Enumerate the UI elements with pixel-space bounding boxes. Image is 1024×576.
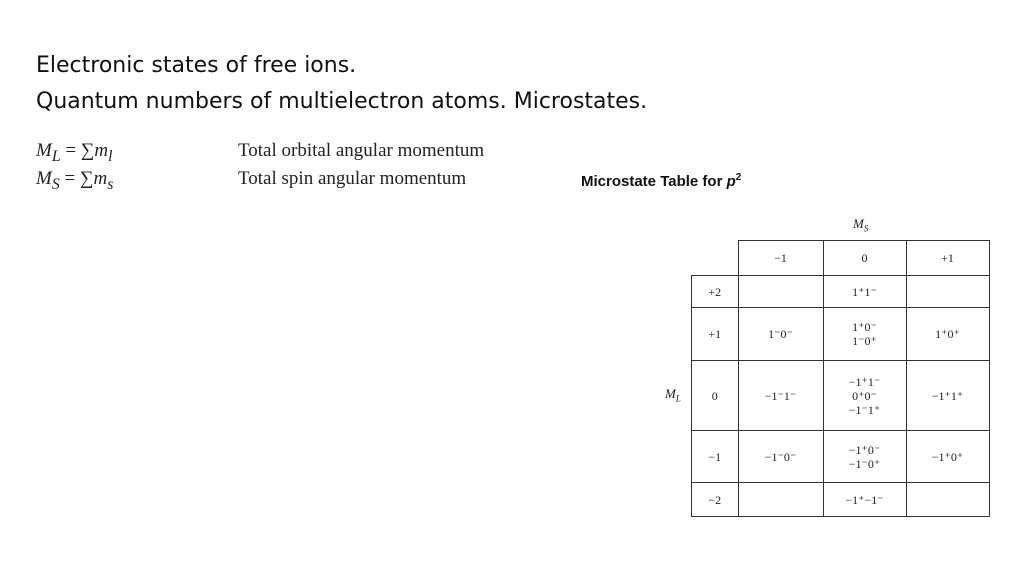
- heading-line-2: Quantum numbers of multielectron atoms. Microstates.: [36, 89, 648, 114]
- column-header: −1: [738, 241, 823, 276]
- row-header: −1: [692, 431, 739, 483]
- microstate: 1⁻0⁻: [768, 327, 793, 341]
- table-row: [692, 308, 990, 361]
- microstate: −1⁺1⁺: [931, 388, 964, 403]
- ml-axis-label: $M_L$: [665, 386, 681, 404]
- corner-cell: [692, 241, 739, 276]
- table-cell: [823, 483, 906, 517]
- table-cell: [823, 361, 906, 431]
- microstate: 1⁺0⁺: [935, 327, 960, 341]
- table-row: [692, 361, 990, 431]
- row-header: +2: [692, 276, 739, 308]
- microstate: −1⁺−1⁻: [845, 492, 884, 507]
- slide-heading: [36, 48, 647, 120]
- row-header: 0: [692, 361, 739, 431]
- table-cell: [906, 483, 989, 517]
- microstate: −1⁻1⁺: [848, 402, 881, 417]
- column-header: +1: [906, 241, 989, 276]
- microstate: −1⁻1⁻: [764, 388, 797, 403]
- table-cell: [906, 308, 989, 361]
- microstate: 1⁺1⁻: [852, 284, 877, 299]
- microstate: −1⁺0⁺: [931, 449, 964, 464]
- microstate: 1⁺0⁻: [852, 320, 877, 334]
- table-cell: [906, 431, 989, 483]
- ms-description: Total spin angular momentum: [238, 168, 467, 189]
- ms-axis-label: $M_S$: [853, 216, 869, 234]
- table-header-row: [692, 241, 990, 276]
- ms-equation: $M_S = \sum m_s$: [36, 168, 114, 193]
- microstate: −1⁺1⁻: [848, 374, 881, 389]
- table-cell: [738, 276, 823, 308]
- microstate: 1⁻0⁺: [852, 334, 877, 348]
- ml-description: Total orbital angular momentum: [238, 140, 485, 161]
- microstate: −1⁻0⁻: [764, 449, 797, 464]
- microstate: 0⁺0⁻: [852, 388, 877, 403]
- column-header: 0: [823, 241, 906, 276]
- ml-equation: $M_L = \sum m_l$: [36, 140, 113, 165]
- row-header: −2: [692, 483, 739, 517]
- table-cell: [823, 308, 906, 361]
- microstate-table: [691, 240, 990, 517]
- table-cell: [738, 431, 823, 483]
- table-cell: [823, 431, 906, 483]
- table-cell: [738, 361, 823, 431]
- table-cell: [823, 276, 906, 308]
- table-row: [692, 483, 990, 517]
- microstate: −1⁺0⁻: [848, 442, 881, 457]
- table-cell: [738, 483, 823, 517]
- table-row: [692, 276, 990, 308]
- microstate: −1⁻0⁺: [848, 456, 881, 471]
- table-title: Microstate Table for $p^2$: [581, 172, 742, 190]
- table-cell: [906, 276, 989, 308]
- table-row: [692, 431, 990, 483]
- heading-line-1: Electronic states of free ions.: [36, 53, 357, 78]
- row-header: +1: [692, 308, 739, 361]
- table-cell: [906, 361, 989, 431]
- table-cell: [738, 308, 823, 361]
